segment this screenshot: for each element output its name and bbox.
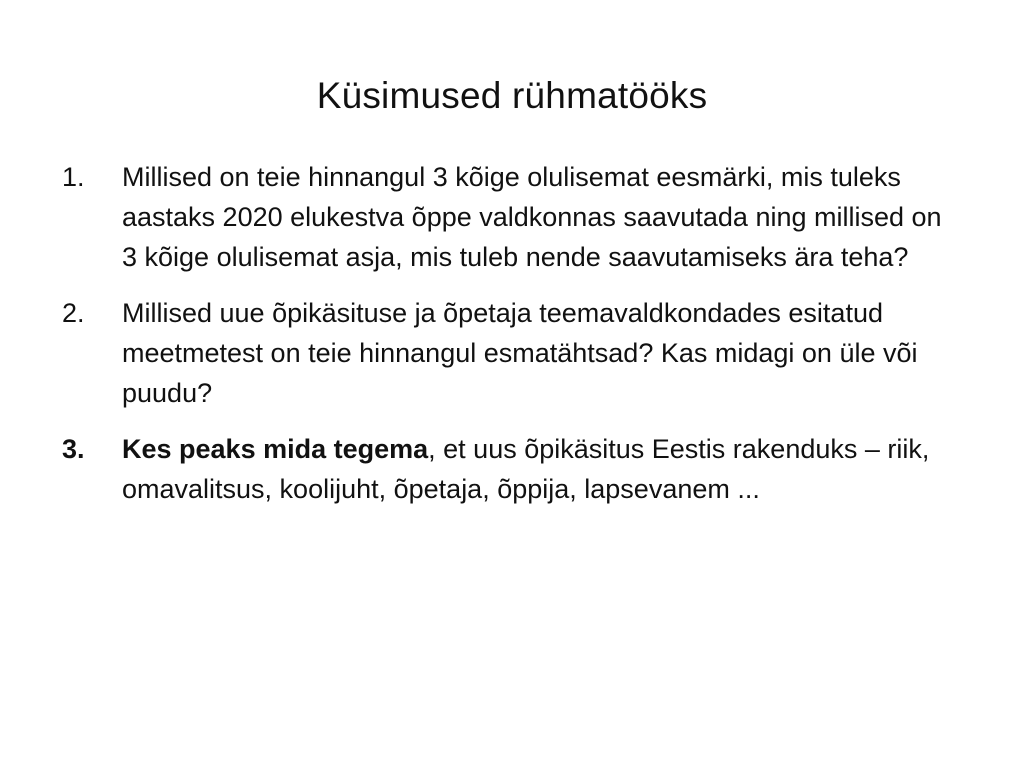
question-item-3 — [60, 429, 960, 509]
question-emphasis: Kes peaks mida tegema — [122, 434, 429, 464]
question-list — [60, 157, 960, 525]
question-text — [122, 434, 929, 504]
question-number: 2. — [62, 298, 85, 328]
question-item-1 — [60, 157, 960, 277]
question-item-2 — [60, 293, 960, 413]
question-text-rest: , et uus õpikäsitus Eestis rakenduks – riik, omavalitsus, koolijuht, õpetaja, õppija, lapsevanem ... — [122, 434, 930, 504]
slide-title: Küsimused rühmatööks — [316, 75, 708, 116]
question-number: 1. — [62, 162, 85, 192]
question-text: Millised uue õpikäsituse ja õpetaja teemavaldkondades esitatud meetmetest on teie hinnangul esmatähtsad? Kas midagi on üle või puudu? — [122, 298, 918, 408]
question-text: Millised on teie hinnangul 3 kõige olulisemat eesmärki, mis tuleks aastaks 2020 elukestva õppe valdkonnas saavutada ning millised on 3 kõige olulisemat asja, mis tuleb nende saavutamiseks ära teha? — [122, 162, 942, 272]
question-number: 3. — [62, 434, 85, 464]
